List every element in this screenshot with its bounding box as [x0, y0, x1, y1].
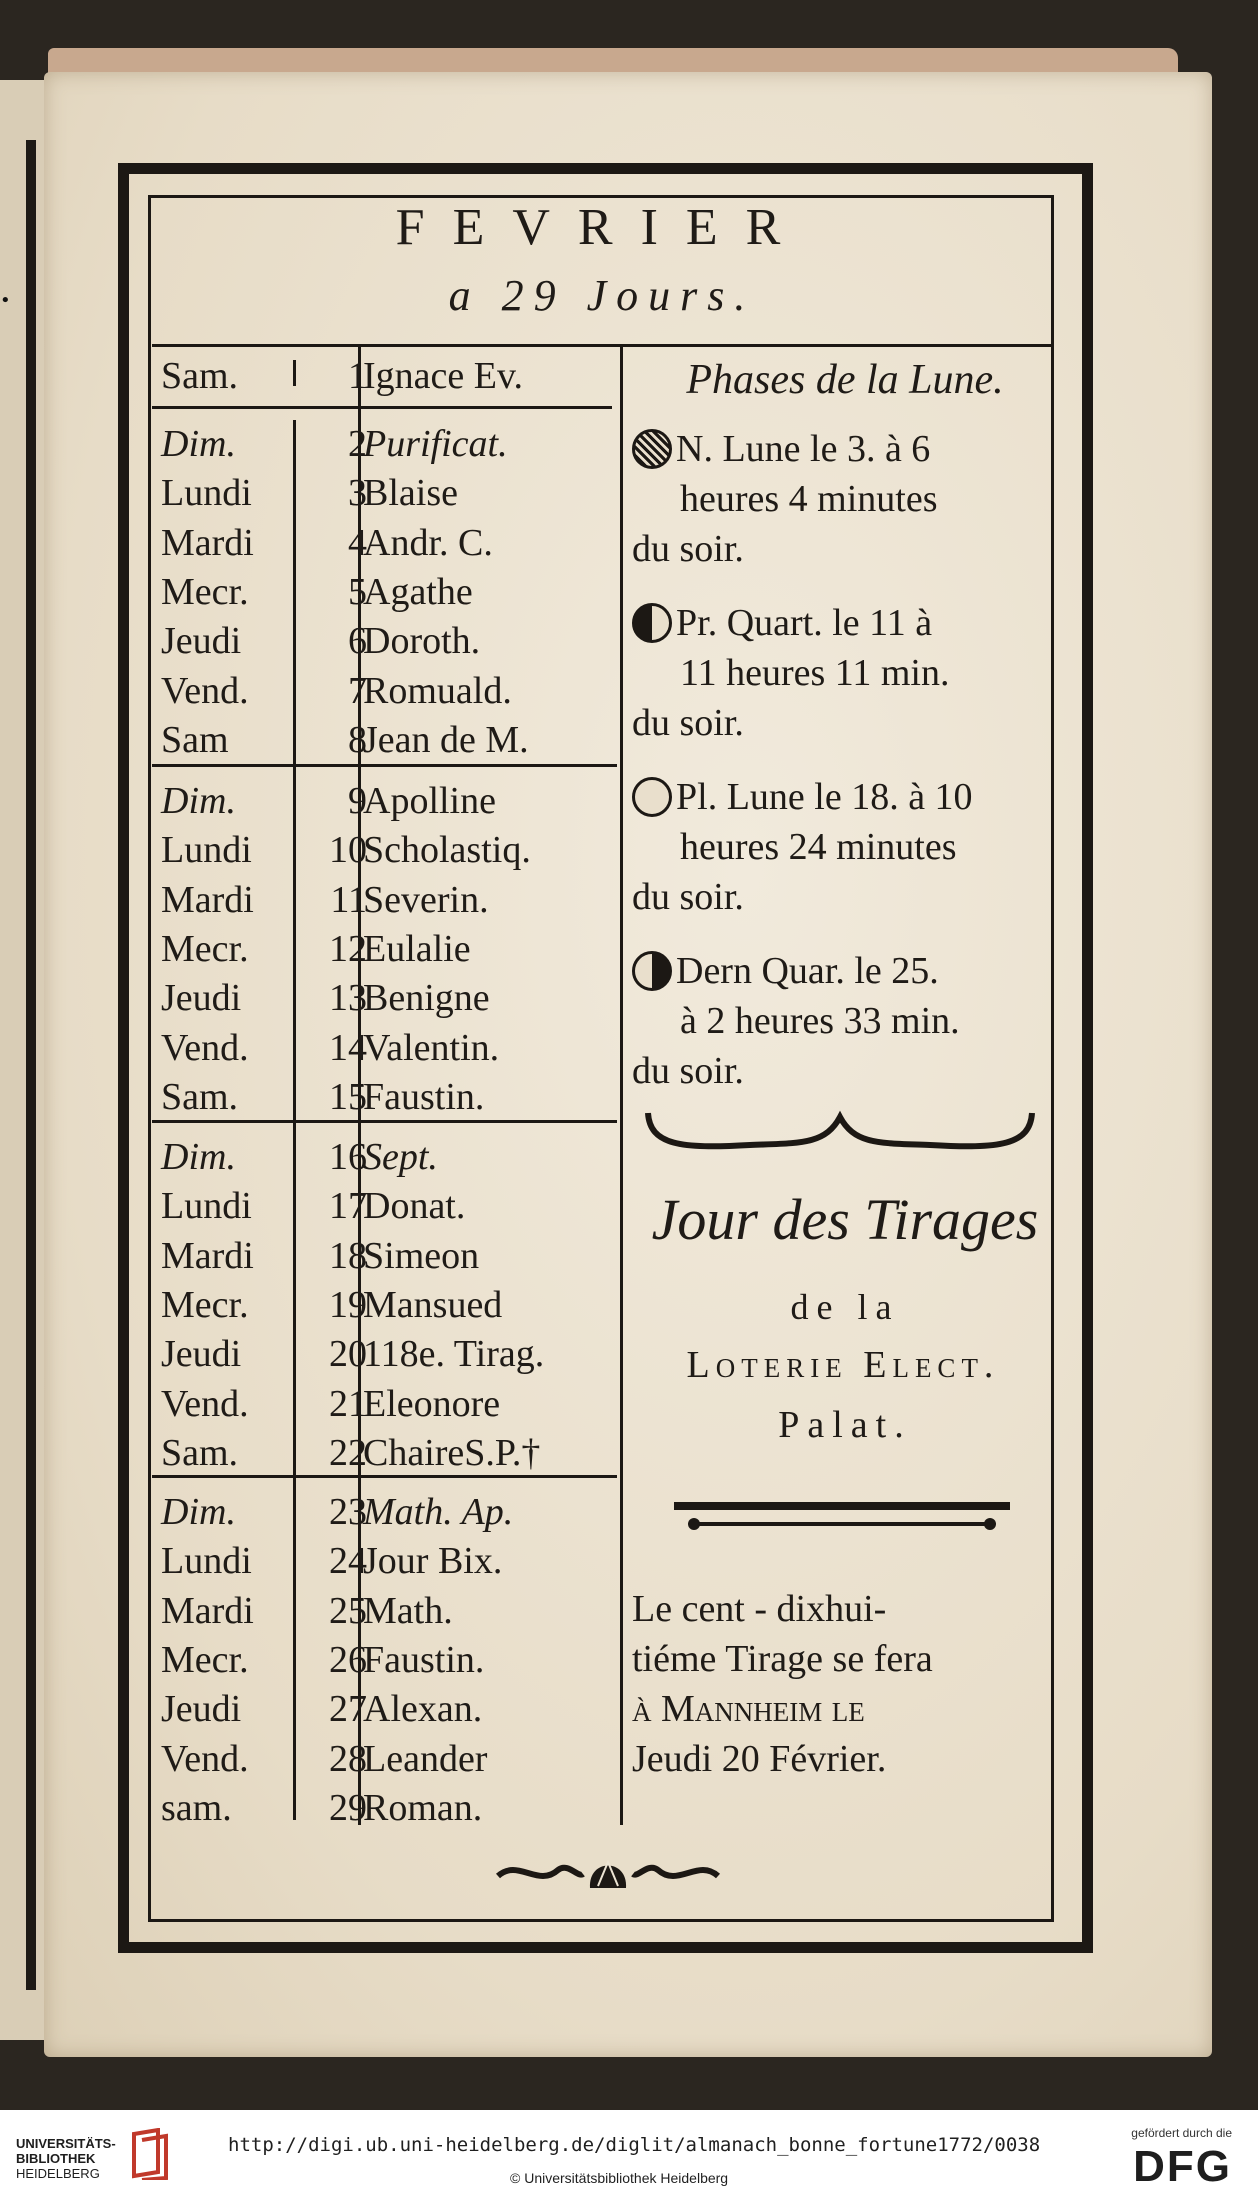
day-number: 2: [348, 423, 367, 465]
saint-name: Math. Ap.: [363, 1491, 514, 1533]
calendar-row: [155, 1281, 615, 1330]
calendar-row: [155, 1735, 615, 1784]
weekday-label: Jeudi: [161, 977, 242, 1020]
day-number: 19: [329, 1283, 367, 1326]
weekday-label: Mecr.: [161, 1283, 249, 1326]
weekday-label: Mecr.: [161, 1638, 249, 1681]
calendar-row: [155, 1537, 615, 1586]
day-number: 13: [329, 977, 367, 1020]
saint-name: Simeon: [363, 1234, 480, 1277]
calendar-row: [155, 1073, 615, 1122]
saint-name: Alexan.: [363, 1688, 483, 1731]
day-number: 14: [329, 1026, 367, 1069]
calendar-row: [155, 617, 615, 666]
calendar-row: [155, 1488, 615, 1537]
header-divider: [152, 344, 1054, 347]
day-number: 23: [329, 1491, 367, 1533]
saint-name: Blaise: [363, 472, 458, 515]
saint-name: Jean de M.: [363, 718, 529, 761]
lottery-paragraph-line: Jeudi 20 Février.: [632, 1738, 887, 1780]
saint-name: Romuald.: [363, 669, 512, 712]
lottery-paragraph-line: tiéme Tirage se fera: [632, 1638, 933, 1680]
weekday-label: Mardi: [161, 1589, 254, 1632]
saint-name: Scholastiq.: [363, 829, 531, 872]
weekday-label: Lundi: [161, 829, 252, 872]
day-number: 18: [329, 1234, 367, 1277]
saint-name: Leander: [363, 1737, 488, 1780]
saint-name: 118e. Tirag.: [363, 1333, 545, 1376]
calendar-row: [155, 420, 615, 469]
previous-page-edge: •: [0, 80, 62, 2040]
lottery-palat: Palat.: [778, 1404, 912, 1446]
brace-ornament-icon: [640, 1105, 1040, 1165]
saint-name: Jour Bix.: [363, 1540, 503, 1583]
calendar-row: [155, 519, 615, 568]
calendar-row: [155, 1380, 615, 1429]
weekday-label: Jeudi: [161, 1333, 242, 1376]
day-number: 25: [329, 1589, 367, 1632]
weekday-label: Sam.: [161, 1075, 239, 1118]
calendar-row: [155, 469, 615, 518]
phase-new-moon: N. Lune le 3. à 6 heures 4 minutes du soir.: [632, 428, 938, 570]
saint-name: Roman.: [363, 1786, 483, 1829]
calendar-row: [155, 1685, 615, 1734]
saint-name: Benigne: [363, 977, 490, 1020]
weekday-label: Vend.: [161, 1026, 249, 1069]
weekday-label: Mardi: [161, 1234, 254, 1277]
weekday-label: Dim.: [161, 780, 236, 822]
rule-ornament-icon: [672, 1500, 1012, 1540]
saint-name: Severin.: [363, 878, 489, 921]
day-number: 12: [329, 927, 367, 970]
fleuron-ornament-icon: [488, 1848, 728, 1898]
calendar-row: [155, 1784, 615, 1833]
weekday-label: Sam.: [161, 1431, 239, 1474]
first-quarter-icon: [632, 603, 672, 643]
week-divider: [152, 406, 612, 409]
day-number: 8: [348, 718, 367, 761]
day-number: 29: [329, 1786, 367, 1829]
permalink-url[interactable]: http://digi.ub.uni-heidelberg.de/diglit/almanach_bonne_fortune1772/0038: [228, 2134, 1041, 2156]
weekday-label: Jeudi: [161, 620, 242, 663]
weekday-label: Dim.: [161, 423, 236, 465]
saint-name: Eulalie: [363, 927, 471, 970]
day-number: 6: [348, 620, 367, 663]
calendar-row: [155, 1587, 615, 1636]
last-quarter-icon: [632, 951, 672, 991]
lottery-paragraph-line: à Mannheim le: [632, 1688, 865, 1730]
saint-name: Eleonore: [363, 1382, 501, 1425]
weekday-label: Sam.: [161, 355, 239, 397]
day-number: 10: [329, 829, 367, 872]
weekday-label: Lundi: [161, 1540, 252, 1583]
weekday-label: Lundi: [161, 1185, 252, 1228]
calendar-row: [155, 568, 615, 617]
lottery-de-la: de la: [790, 1287, 900, 1327]
weekday-label: Dim.: [161, 1491, 236, 1533]
day-number: 20: [329, 1333, 367, 1376]
weekday-label: Sam: [161, 718, 229, 761]
phase-full-moon: Pl. Lune le 18. à 10 heures 24 minutes du soir.: [632, 776, 973, 918]
column-rule: [620, 345, 623, 1825]
weekday-label: Mardi: [161, 521, 254, 564]
day-number: 22: [329, 1431, 367, 1474]
weekday-label: Lundi: [161, 472, 252, 515]
funded-by-text: gefördert durch die: [1131, 2126, 1232, 2140]
saint-name: Andr. C.: [363, 521, 493, 564]
weekday-label: Vend.: [161, 669, 249, 712]
weekday-label: Jeudi: [161, 1688, 242, 1731]
day-number: 21: [329, 1382, 367, 1425]
saint-name: Mansued: [363, 1283, 503, 1326]
weekday-label: Dim.: [161, 1136, 236, 1178]
saint-name: Agathe: [363, 570, 473, 613]
calendar-row: [155, 352, 615, 401]
full-moon-icon: [632, 777, 672, 817]
day-number: 5: [348, 570, 367, 613]
calendar-row: [155, 667, 615, 716]
saint-name: Ignace Ev.: [363, 355, 523, 397]
day-number: 16: [329, 1136, 367, 1178]
lottery-name: Loterie Elect.: [686, 1344, 1000, 1386]
day-number: 17: [329, 1185, 367, 1228]
library-logo-icon: [128, 2128, 174, 2180]
weekday-label: sam.: [161, 1786, 232, 1829]
lottery-title: Jour des Tirages: [651, 1187, 1039, 1252]
saint-name: Sept.: [363, 1136, 438, 1178]
saint-name: Purificat.: [363, 423, 508, 465]
phase-last-quarter: Dern Quar. le 25. à 2 heures 33 min. du soir.: [632, 950, 960, 1092]
saint-name: Faustin.: [363, 1075, 485, 1118]
new-moon-icon: [632, 429, 672, 469]
day-number: 11: [330, 878, 367, 921]
day-number: 27: [329, 1688, 367, 1731]
day-number: 1: [348, 355, 367, 397]
weekday-label: Vend.: [161, 1737, 249, 1780]
month-title: FEVRIER: [395, 199, 809, 256]
days-count: a 29 Jours.: [448, 271, 756, 320]
saint-name: Apolline: [363, 780, 496, 822]
saint-name: ChaireS.P.†: [363, 1431, 541, 1474]
saint-name: Valentin.: [363, 1026, 500, 1069]
calendar-row: [155, 826, 615, 875]
weekday-label: Mecr.: [161, 570, 249, 613]
day-number: 24: [329, 1540, 367, 1583]
footer-bar: [0, 2110, 1258, 2204]
phase-first-quarter: Pr. Quart. le 11 à 11 heures 11 min. du soir.: [632, 602, 950, 744]
calendar-row: [155, 1232, 615, 1281]
day-number: 26: [329, 1638, 367, 1681]
calendar-row: [155, 1182, 615, 1231]
calendar-row: [155, 1330, 615, 1379]
saint-name: Faustin.: [363, 1638, 485, 1681]
day-number: 28: [329, 1737, 367, 1780]
day-number: 4: [348, 521, 367, 564]
library-logo[interactable]: UNIVERSITÄTS- BIBLIOTHEK HEIDELBERG: [16, 2136, 116, 2181]
phases-title: Phases de la Lune.: [686, 357, 1004, 403]
day-number: 15: [329, 1075, 367, 1118]
calendar-row: [155, 1133, 615, 1182]
lottery-paragraph-line: Le cent - dixhui-: [632, 1588, 887, 1630]
calendar-row: [155, 1636, 615, 1685]
saint-name: Math.: [363, 1589, 453, 1632]
calendar-row: [155, 974, 615, 1023]
dfg-logo[interactable]: DFG: [1133, 2142, 1232, 2191]
day-number: 9: [348, 780, 367, 822]
saint-name: Donat.: [363, 1185, 466, 1228]
calendar-row: [155, 1429, 615, 1478]
calendar-row: [155, 777, 615, 826]
weekday-label: Mecr.: [161, 927, 249, 970]
saint-name: Doroth.: [363, 620, 481, 663]
weekday-label: Vend.: [161, 1382, 249, 1425]
calendar-row: [155, 876, 615, 925]
day-number: 7: [348, 669, 367, 712]
calendar-row: [155, 1024, 615, 1073]
day-number: 3: [348, 472, 367, 515]
weekday-label: Mardi: [161, 878, 254, 921]
copyright-text: © Universitätsbibliothek Heidelberg: [510, 2170, 729, 2186]
calendar-row: [155, 716, 615, 765]
calendar-row: [155, 925, 615, 974]
